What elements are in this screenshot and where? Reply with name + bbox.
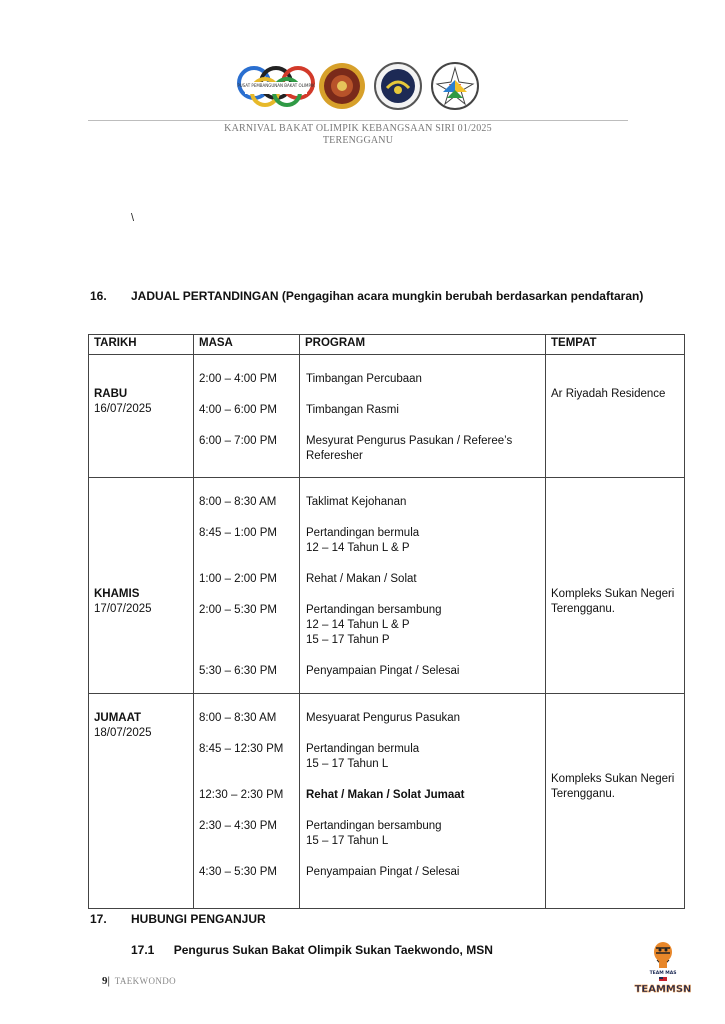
badge-big-text: TEAMMSN <box>634 984 692 995</box>
venue-line: Terengganu. <box>551 788 615 800</box>
time-cell <box>194 355 299 477</box>
date-cell <box>89 355 193 477</box>
table-row <box>89 478 685 694</box>
subsection-title: Pengurus Sukan Bakat Olimpik Sukan Taekwondo, MSN <box>173 943 493 957</box>
program-line: Pertandingan bersambung <box>306 604 442 616</box>
time-slot: 5:30 – 6:30 PM <box>199 665 277 677</box>
footer-separator: | <box>107 975 110 987</box>
team-msn-badge <box>620 938 700 998</box>
logo-caption: PUSAT PEMBANGUNAN BAKAT OLIMPIK <box>237 83 315 88</box>
badge-small-text: TEAM MAS <box>649 971 677 976</box>
header-logos <box>235 62 485 112</box>
header-title-line1: KARNIVAL BAKAT OLIMPIK KEBANGSAAN SIRI 01/2025 <box>224 123 492 134</box>
venue-cell <box>546 694 684 908</box>
time-slot: 4:30 – 5:30 PM <box>199 866 277 878</box>
day-label: RABU <box>94 388 128 400</box>
table-row <box>89 355 685 478</box>
page-header <box>88 123 628 147</box>
time-slot: 8:45 – 1:00 PM <box>199 527 277 539</box>
column-header-masa: MASA <box>194 335 300 355</box>
program-line: Referesher <box>306 450 363 462</box>
msn-star-logo-icon <box>432 63 478 109</box>
section-title: HUBUNGI PENGANJUR <box>131 912 266 926</box>
program-cell <box>300 694 545 908</box>
venue-line: Ar Riyadah Residence <box>551 388 666 400</box>
program-line: 15 – 17 Tahun L <box>306 835 389 847</box>
program-cell <box>300 478 545 693</box>
subsection-17-1 <box>131 943 493 957</box>
time-cell <box>194 478 299 693</box>
time-cell <box>194 694 299 908</box>
date-label: 18/07/2025 <box>94 727 152 739</box>
program-line: Pertandingan bermula <box>306 743 420 755</box>
time-slot: 1:00 – 2:00 PM <box>199 573 277 585</box>
page-number: 9 <box>102 975 108 987</box>
program-line: 12 – 14 Tahun L & P <box>306 542 410 554</box>
venue-line: Kompleks Sukan Negeri <box>551 588 675 600</box>
venue-cell <box>546 478 684 693</box>
venue-line: Terengganu. <box>551 603 615 615</box>
time-slot: 8:00 – 8:30 AM <box>199 712 277 724</box>
time-slot: 6:00 – 7:00 PM <box>199 435 277 447</box>
tiger-mascot-icon <box>654 942 672 968</box>
program-line: Mesyuarat Pengurus Pasukan <box>306 712 461 724</box>
time-slot: 2:00 – 5:30 PM <box>199 604 277 616</box>
time-slot: 8:00 – 8:30 AM <box>199 496 277 508</box>
date-label: 17/07/2025 <box>94 603 152 615</box>
section-number: 16. <box>90 289 107 303</box>
stray-mark: \ <box>131 212 135 224</box>
date-cell <box>89 478 193 693</box>
taekwondo-association-seal-icon <box>319 63 365 109</box>
program-line: Rehat / Makan / Solat <box>306 573 417 585</box>
page-footer <box>102 975 176 987</box>
program-line: Mesyurat Pengurus Pasukan / Referee’s <box>306 435 513 447</box>
column-header-tarikh: TARIKH <box>89 335 194 355</box>
subsection-number: 17.1 <box>131 943 155 957</box>
header-rule <box>88 120 628 121</box>
time-slot: 8:45 – 12:30 PM <box>199 743 284 755</box>
program-line: Rehat / Makan / Solat Jumaat <box>306 789 465 801</box>
venue-cell <box>546 355 684 477</box>
header-title-line2: TERENGGANU <box>322 135 394 146</box>
program-line: Timbangan Percubaan <box>306 373 422 385</box>
table-row <box>89 694 685 909</box>
column-header-program: PROGRAM <box>300 335 546 355</box>
time-slot: 4:00 – 6:00 PM <box>199 404 277 416</box>
date-cell <box>89 694 193 908</box>
state-crest-icon <box>375 63 421 109</box>
venue-line: Kompleks Sukan Negeri <box>551 773 675 785</box>
time-slot: 12:30 – 2:30 PM <box>199 789 284 801</box>
footer-label: TAEKWONDO <box>114 976 177 986</box>
program-line: Taklimat Kejohanan <box>306 496 407 508</box>
schedule-table <box>88 334 685 909</box>
day-label: JUMAAT <box>94 712 142 724</box>
table-header-row <box>89 335 685 355</box>
time-slot: 2:00 – 4:00 PM <box>199 373 277 385</box>
program-line: 15 – 17 Tahun P <box>306 634 390 646</box>
section-number: 17. <box>90 912 107 926</box>
section-title: JADUAL PERTANDINGAN (Pengagihan acara mungkin berubah berdasarkan pendaftaran) <box>131 289 644 303</box>
program-line: Pertandingan bersambung <box>306 820 442 832</box>
day-label: KHAMIS <box>94 588 140 600</box>
program-line: 12 – 14 Tahun L & P <box>306 619 410 631</box>
column-header-tempat: TEMPAT <box>546 335 685 355</box>
program-line: Penyampaian Pingat / Selesai <box>306 665 460 677</box>
program-line: Penyampaian Pingat / Selesai <box>306 866 460 878</box>
program-line: Pertandingan bermula <box>306 527 420 539</box>
program-cell <box>300 355 545 477</box>
program-line: 15 – 17 Tahun L <box>306 758 389 770</box>
time-slot: 2:30 – 4:30 PM <box>199 820 277 832</box>
pusat-pembangunan-bakat-olimpik-logo <box>237 68 315 105</box>
program-line: Timbangan Rasmi <box>306 404 399 416</box>
date-label: 16/07/2025 <box>94 403 152 415</box>
